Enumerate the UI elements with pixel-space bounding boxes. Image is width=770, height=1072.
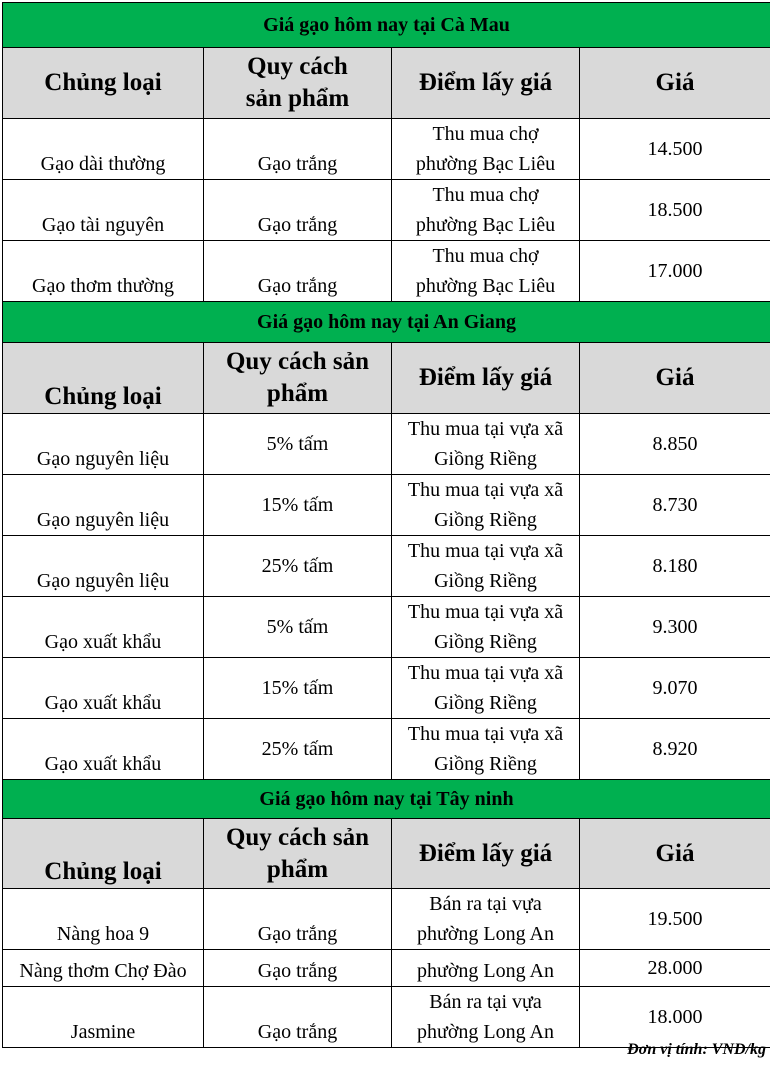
- header-spec: Quy cách sản phẩm: [204, 819, 392, 889]
- cell-point: Thu mua chợ phường Bạc Liêu: [392, 119, 580, 180]
- cell-type: Nàng thơm Chợ Đào: [3, 950, 204, 987]
- cell-spec: 5% tấm: [204, 414, 392, 475]
- cell-point: Thu mua chợ phường Bạc Liêu: [392, 180, 580, 241]
- cell-type: Gạo xuất khẩu: [3, 658, 204, 719]
- cell-price: 19.500: [580, 889, 770, 950]
- cell-price: 18.500: [580, 180, 770, 241]
- cell-type: Gạo thơm thường: [3, 241, 204, 302]
- header-spec: Quy cách sản phẩm: [204, 343, 392, 414]
- cell-spec: Gạo trắng: [204, 241, 392, 302]
- table-row: [3, 119, 770, 180]
- table-row: [3, 180, 770, 241]
- cell-price: 8.180: [580, 536, 770, 597]
- cell-spec: 15% tấm: [204, 658, 392, 719]
- table-row: [3, 889, 770, 950]
- cell-type: Jasmine: [3, 987, 204, 1048]
- cell-spec: Gạo trắng: [204, 180, 392, 241]
- cell-price: 8.920: [580, 719, 770, 780]
- cell-price: 28.000: [580, 950, 770, 987]
- cell-type: Nàng hoa 9: [3, 889, 204, 950]
- cell-point: Thu mua tại vựa xã Giồng Riềng: [392, 536, 580, 597]
- cell-point: Thu mua tại vựa xã Giồng Riềng: [392, 658, 580, 719]
- cell-price: 8.850: [580, 414, 770, 475]
- cell-type: Gạo dài thường: [3, 119, 204, 180]
- cell-price: 14.500: [580, 119, 770, 180]
- section-title-tay-ninh: Giá gạo hôm nay tại Tây ninh: [3, 780, 770, 819]
- cell-price: 9.300: [580, 597, 770, 658]
- section-title-ca-mau: Giá gạo hôm nay tại Cà Mau: [3, 3, 770, 48]
- table-row: [3, 241, 770, 302]
- table-row: [3, 414, 770, 475]
- cell-spec: Gạo trắng: [204, 987, 392, 1048]
- cell-spec: 15% tấm: [204, 475, 392, 536]
- cell-type: Gạo xuất khẩu: [3, 597, 204, 658]
- header-row: [3, 819, 770, 889]
- cell-point: Thu mua tại vựa xã Giồng Riềng: [392, 475, 580, 536]
- header-price: Giá: [580, 343, 770, 414]
- header-spec: Quy cách sản phẩm: [204, 48, 392, 119]
- cell-spec: Gạo trắng: [204, 119, 392, 180]
- header-type: Chủng loại: [3, 819, 204, 889]
- table-row: [3, 597, 770, 658]
- header-point: Điểm lấy giá: [392, 48, 580, 119]
- header-point: Điểm lấy giá: [392, 343, 580, 414]
- cell-point: Bán ra tại vựa phường Long An: [392, 987, 580, 1048]
- cell-point: Thu mua tại vựa xã Giồng Riềng: [392, 719, 580, 780]
- rice-price-table: [2, 2, 770, 1048]
- table-row: [3, 658, 770, 719]
- header-point: Điểm lấy giá: [392, 819, 580, 889]
- cell-type: Gạo nguyên liệu: [3, 475, 204, 536]
- cell-spec: 5% tấm: [204, 597, 392, 658]
- cell-spec: Gạo trắng: [204, 950, 392, 987]
- cell-type: Gạo nguyên liệu: [3, 414, 204, 475]
- table-row: [3, 719, 770, 780]
- table-row: [3, 987, 770, 1048]
- cell-point: Thu mua tại vựa xã Giồng Riềng: [392, 414, 580, 475]
- cell-spec: 25% tấm: [204, 719, 392, 780]
- header-type: Chủng loại: [3, 48, 204, 119]
- table-row: [3, 950, 770, 987]
- section-title-an-giang: Giá gạo hôm nay tại An Giang: [3, 302, 770, 343]
- cell-type: Gạo nguyên liệu: [3, 536, 204, 597]
- cell-spec: Gạo trắng: [204, 889, 392, 950]
- header-row: [3, 48, 770, 119]
- table-row: [3, 475, 770, 536]
- cell-spec: 25% tấm: [204, 536, 392, 597]
- cell-point: phường Long An: [392, 950, 580, 987]
- cell-point: Thu mua tại vựa xã Giồng Riềng: [392, 597, 580, 658]
- unit-note: Đơn vị tính: VND/kg: [627, 1041, 766, 1058]
- cell-point: Bán ra tại vựa phường Long An: [392, 889, 580, 950]
- cell-type: Gạo tài nguyên: [3, 180, 204, 241]
- cell-price: 17.000: [580, 241, 770, 302]
- header-price: Giá: [580, 48, 770, 119]
- cell-price: 18.000: [580, 987, 770, 1048]
- cell-point: Thu mua chợ phường Bạc Liêu: [392, 241, 580, 302]
- header-type: Chủng loại: [3, 343, 204, 414]
- cell-type: Gạo xuất khẩu: [3, 719, 204, 780]
- header-price: Giá: [580, 819, 770, 889]
- header-row: [3, 343, 770, 414]
- table-row: [3, 536, 770, 597]
- cell-price: 9.070: [580, 658, 770, 719]
- cell-price: 8.730: [580, 475, 770, 536]
